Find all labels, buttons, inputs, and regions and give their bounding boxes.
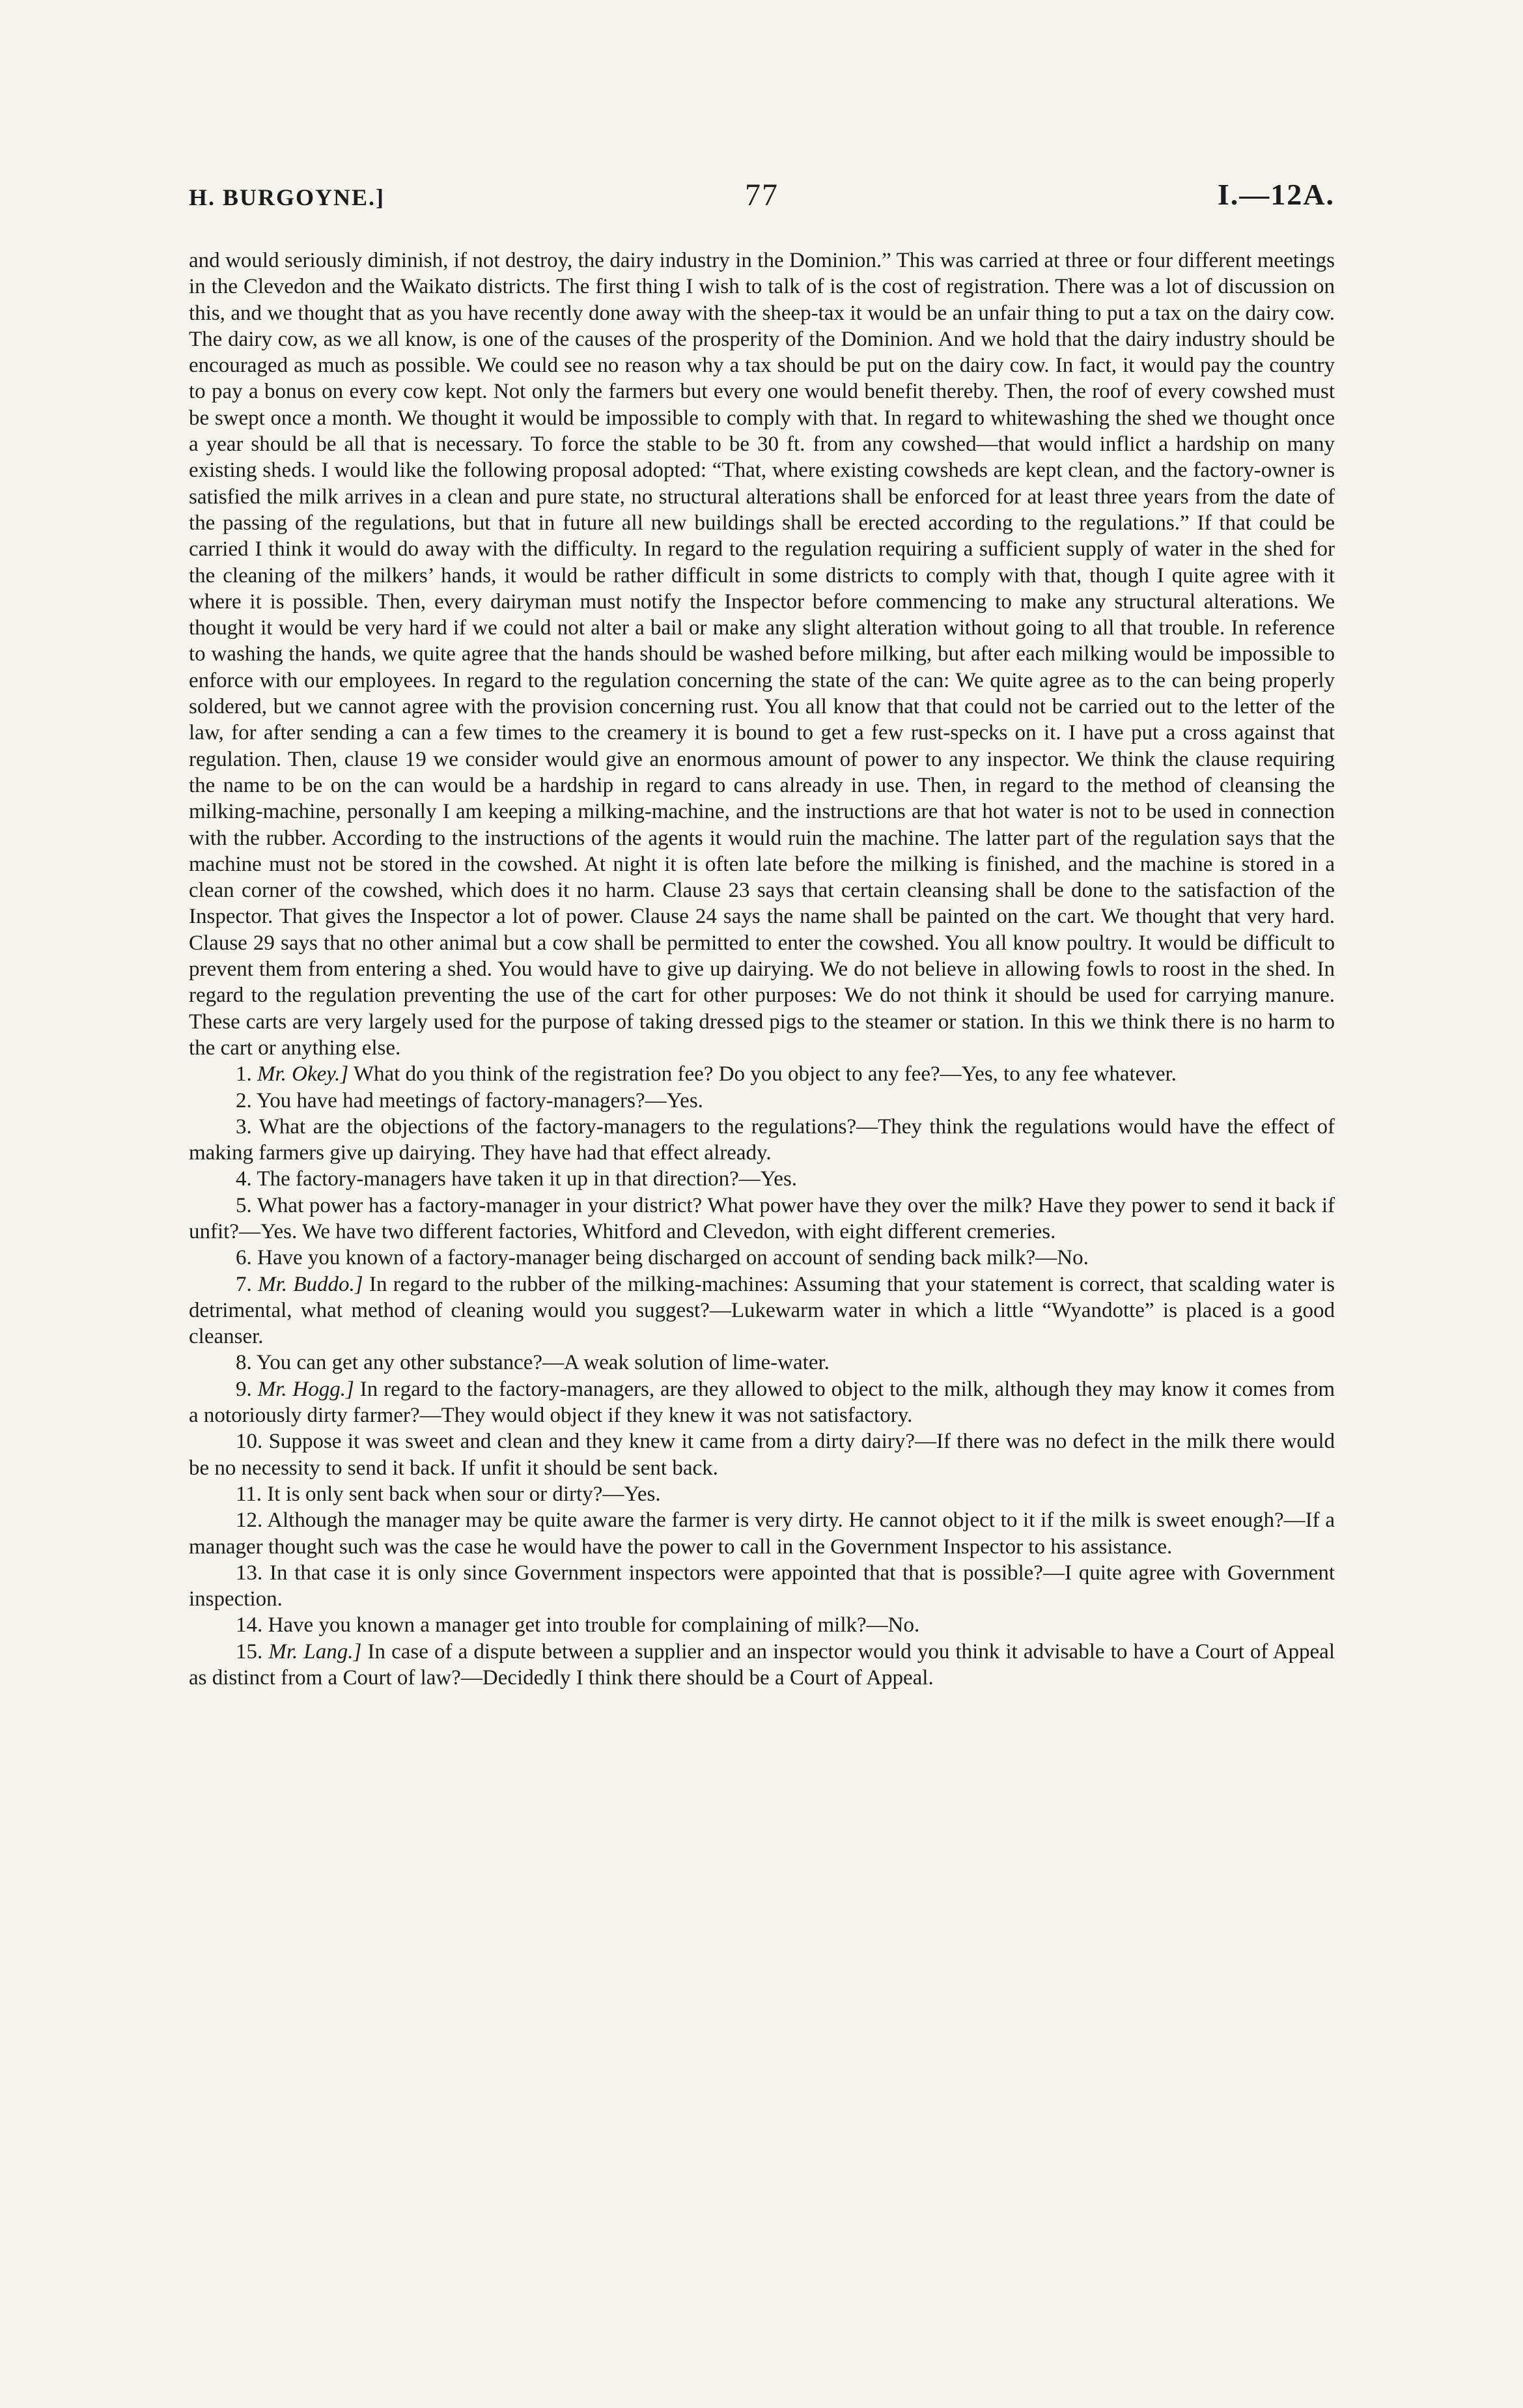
question-text: What are the objections of the factory-managers to the regulations?—They think the regulations would have the effect of making farmers give up dairying. They have had that effect already.: [189, 1114, 1335, 1165]
question-text: In that case it is only since Government inspectors were appointed that that is possible?—I quite agree with Government inspection.: [189, 1561, 1335, 1611]
question-number: 9.: [236, 1377, 252, 1401]
question-number: 1.: [236, 1062, 252, 1086]
question-item: [189, 1350, 1335, 1376]
question-text: You can get any other substance?—A weak solution of lime-water.: [256, 1351, 830, 1375]
question-number: 7.: [236, 1272, 252, 1296]
question-text: Have you known of a factory-manager being discharged on account of sending back milk?—No.: [257, 1246, 1089, 1270]
question-text: What power has a factory-manager in your district? What power have they over the milk? Have they power to send it back if unfit?—Yes. We have two different factories, Whitford and Clevedon, with eight different cremeries.: [189, 1193, 1335, 1243]
question-item: [189, 1061, 1335, 1087]
question-item: [189, 1271, 1335, 1350]
question-answer-list: [189, 1061, 1335, 1691]
question-number: 12.: [236, 1509, 263, 1533]
question-item: [189, 1428, 1335, 1481]
question-item: [189, 1507, 1335, 1560]
paper-reference: I.—12A.: [1217, 178, 1335, 211]
question-number: 15.: [236, 1639, 263, 1664]
question-text: In regard to the rubber of the milking-machines: Assuming that your statement is correct, that scalding water is detrimental, what method of cleaning would you suggest?—Lukewarm water in which a little “Wyandotte” is placed is a good cleanser.: [189, 1272, 1335, 1349]
question-item: [189, 1560, 1335, 1613]
question-text: In case of a dispute between a supplier and an inspector would you think it advisable to have a Court of Appeal as distinct from a Court of law?—Decidedly I think there should be a Court of Appeal.: [189, 1639, 1335, 1690]
question-text: Although the manager may be quite aware the farmer is very dirty. He cannot object to it if the milk is sweet enough?—If a manager thought such was the case he would have the power to call in the Government Inspector to his assistance.: [189, 1509, 1335, 1559]
question-item: [189, 1245, 1335, 1271]
document-page: [189, 177, 1335, 1691]
question-text: Suppose it was sweet and clean and they knew it came from a dirty dairy?—If there was no defect in the milk there would be no necessity to send it back. If unfit it should be sent back.: [189, 1430, 1335, 1480]
question-item: [189, 1088, 1335, 1114]
question-text: The factory-managers have taken it up in that direction?—Yes.: [257, 1167, 798, 1191]
question-text: What do you think of the registration fee? Do you object to any fee?—Yes, to any fee whatever.: [353, 1062, 1177, 1086]
question-item: [189, 1114, 1335, 1167]
speaker-name: Mr. Okey.]: [257, 1062, 349, 1086]
question-number: 3.: [236, 1114, 252, 1139]
question-number: 10.: [236, 1430, 263, 1454]
question-number: 2.: [236, 1088, 252, 1112]
question-number: 11.: [236, 1482, 262, 1506]
question-item: [189, 1612, 1335, 1638]
question-item: [189, 1376, 1335, 1429]
question-number: 8.: [236, 1351, 252, 1375]
question-number: 14.: [236, 1613, 263, 1637]
question-text: Have you known a manager get into trouble for complaining of milk?—No.: [268, 1613, 920, 1637]
question-item: [189, 1193, 1335, 1245]
speaker-name: Mr. Lang.]: [268, 1639, 362, 1664]
question-item: [189, 1639, 1335, 1692]
question-number: 6.: [236, 1246, 252, 1270]
question-number: 4.: [236, 1167, 252, 1191]
question-text: You have had meetings of factory-managers?—Yes.: [256, 1088, 703, 1112]
question-text: In regard to the factory-managers, are they allowed to object to the milk, although they may know it comes from a notoriously dirty farmer?—They would object if they knew it was not satisfactory.: [189, 1377, 1335, 1428]
speaker-name: Mr. Buddo.]: [258, 1272, 363, 1296]
question-item: [189, 1481, 1335, 1507]
body-text: [189, 248, 1335, 1691]
witness-name: H. BURGOYNE.]: [189, 184, 385, 210]
question-item: [189, 1166, 1335, 1192]
question-number: 13.: [236, 1561, 263, 1585]
page-number: 77: [745, 178, 779, 212]
question-text: It is only sent back when sour or dirty?—Yes.: [267, 1482, 661, 1506]
question-number: 5.: [236, 1193, 252, 1217]
opening-paragraph: and would seriously diminish, if not destroy, the dairy industry in the Dominion.” This was carried at three or four different meetings in the Clevedon and the Waikato districts. The first thing I wish to talk of is the cost of registration. There was a lot of discussion on this, and we thought that as you have recently done away with the sheep-tax it would be an unfair thing to put a tax on the dairy cow. The dairy cow, as we all know, is one of the causes of the prosperity of the Dominion. And we hold that the dairy industry should be encouraged as much as possible. We could see no reason why a tax should be put on the dairy cow. In fact, it would pay the country to pay a bonus on every cow kept. Not only the farmers but every one would benefit thereby. Then, the roof of every cowshed must be swept once a month. We thought it would be impossible to comply with that. In regard to whitewashing the shed we thought once a year should be all that is necessary. To force the stable to be 30 ft. from any cowshed—that would inflict a hardship on many existing sheds. I would like the following proposal adopted: “That, where existing cowsheds are kept clean, and the factory-owner is satisfied the milk arrives in a clean and pure state, no structural alterations shall be enforced for at least three years from the date of the passing of the regulations, but that in future all new buildings shall be erected according to the regulations.” If that could be carried I think it would do away with the difficulty. In regard to the regulation requiring a sufficient supply of water in the shed for the cleaning of the milkers’ hands, it would be rather difficult in some districts to comply with that, though I quite agree with it where it is possible. Then, every dairyman must notify the Inspector before commencing to make any structural alterations. We thought it would be very hard if we could not alter a bail or make any slight alteration without going to all that trouble. In reference to washing the hands, we quite agree that the hands should be washed before milking, but after each milking would be impossible to enforce with our employees. In regard to the regulation concerning the state of the can: We quite agree as to the can being properly soldered, but we cannot agree with the provision concerning rust. You all know that that could not be carried out to the letter of the law, for after sending a can a few times to the creamery it is bound to get a few rust-specks on it. I have put a cross against that regulation. Then, clause 19 we consider would give an enormous amount of power to any inspector. We think the clause requiring the name to be on the can would be a hardship in regard to cans already in use. Then, in regard to the method of cleansing the milking-machine, personally I am keeping a milking-machine, and the instructions are that hot water is not to be used in connection with the rubber. According to the instructions of the agents it would ruin the machine. The latter part of the regulation says that the machine must not be stored in the cowshed. At night it is often late before the milking is finished, and the machine is stored in a clean corner of the cowshed, which does it no harm. Clause 23 says that certain cleansing shall be done to the satisfaction of the Inspector. That gives the Inspector a lot of power. Clause 24 says the name shall be painted on the cart. We thought that very hard. Clause 29 says that no other animal but a cow shall be permitted to enter the cowshed. You all know poultry. It would be difficult to prevent them from entering a shed. You would have to give up dairying. We do not believe in allowing fowls to roost in the shed. In regard to the regulation preventing the use of the cart for other purposes: We do not think it should be used for carrying manure. These carts are very largely used for the purpose of taking dressed pigs to the steamer or station. In this we think there is no harm to the cart or anything else.: [189, 249, 1335, 1060]
speaker-name: Mr. Hogg.]: [257, 1377, 354, 1401]
running-header: [189, 177, 1335, 216]
